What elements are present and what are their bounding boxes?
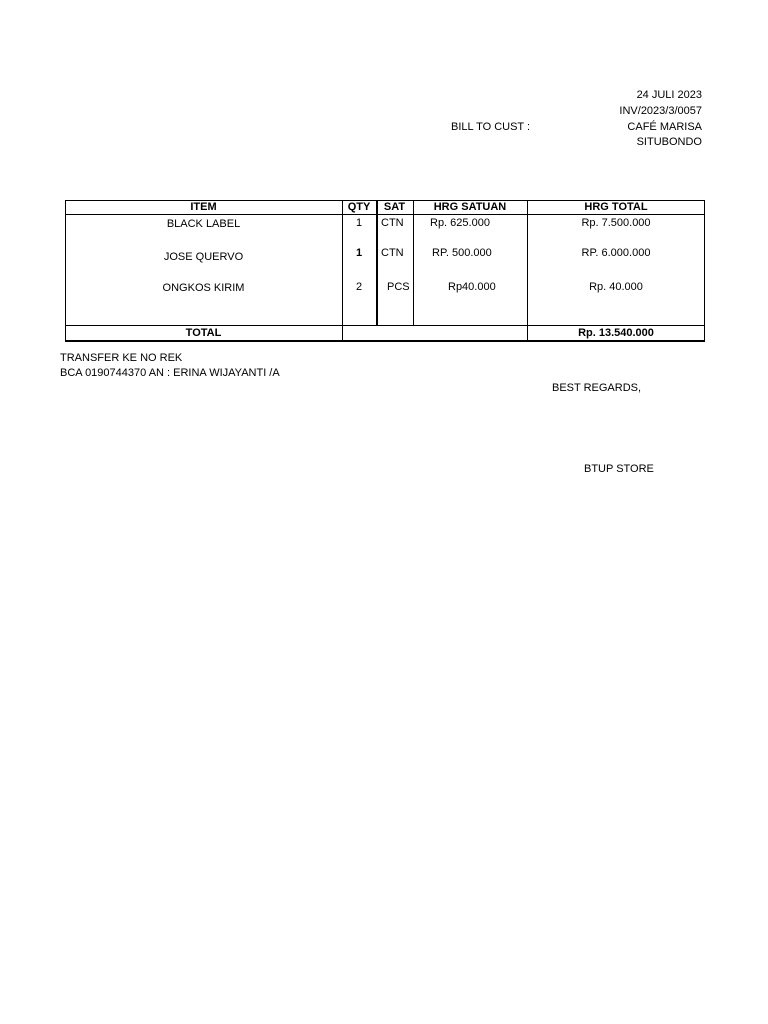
row-unit-price: RP. 500.000: [432, 247, 492, 259]
store-name: BTUP STORE: [584, 463, 654, 475]
total-label: TOTAL: [185, 327, 222, 339]
column-header-qty: QTY: [347, 201, 371, 213]
row-unit: PCS: [387, 281, 410, 293]
total-divider: [65, 325, 705, 326]
column-header-sat: SAT: [383, 201, 406, 213]
row-total-price: RP. 6.000.000: [581, 247, 651, 259]
row-unit: CTN: [381, 217, 404, 229]
row-qty: 1: [355, 217, 363, 229]
column-divider-unit-price: [413, 200, 414, 325]
row-qty: 2: [355, 281, 363, 293]
row-total-price: Rp. 7.500.000: [581, 217, 651, 229]
row-unit-price: Rp. 625.000: [430, 217, 490, 229]
row-qty: 1: [355, 247, 363, 259]
row-item-name: ONGKOS KIRIM: [162, 282, 245, 294]
column-divider-sat: [376, 200, 378, 325]
row-unit-price: Rp40.000: [448, 281, 496, 293]
regards-text: BEST REGARDS,: [552, 382, 642, 394]
transfer-label: TRANSFER KE NO REK: [60, 352, 183, 364]
column-header-unit-price: HRG SATUAN: [433, 201, 507, 213]
invoice-number: INV/2023/3/0057: [619, 105, 702, 117]
bank-account: BCA 0190744370 AN : ERINA WIJAYANTI /A: [60, 367, 280, 379]
customer-name: CAFÉ MARISA: [627, 121, 702, 133]
column-header-item: ITEM: [190, 201, 217, 213]
bill-to-label: BILL TO CUST :: [451, 121, 531, 133]
row-item-name: JOSE QUERVO: [163, 251, 244, 263]
invoice-table: [65, 200, 705, 342]
customer-city: SITUBONDO: [636, 136, 702, 148]
row-item-name: BLACK LABEL: [166, 218, 241, 230]
invoice-date: 24 JULI 2023: [636, 89, 702, 101]
row-total-price: Rp. 40.000: [589, 281, 643, 293]
column-header-total-price: HRG TOTAL: [584, 201, 648, 213]
total-value: Rp. 13.540.000: [578, 327, 654, 339]
row-unit: CTN: [381, 247, 404, 259]
header-divider: [65, 214, 705, 215]
